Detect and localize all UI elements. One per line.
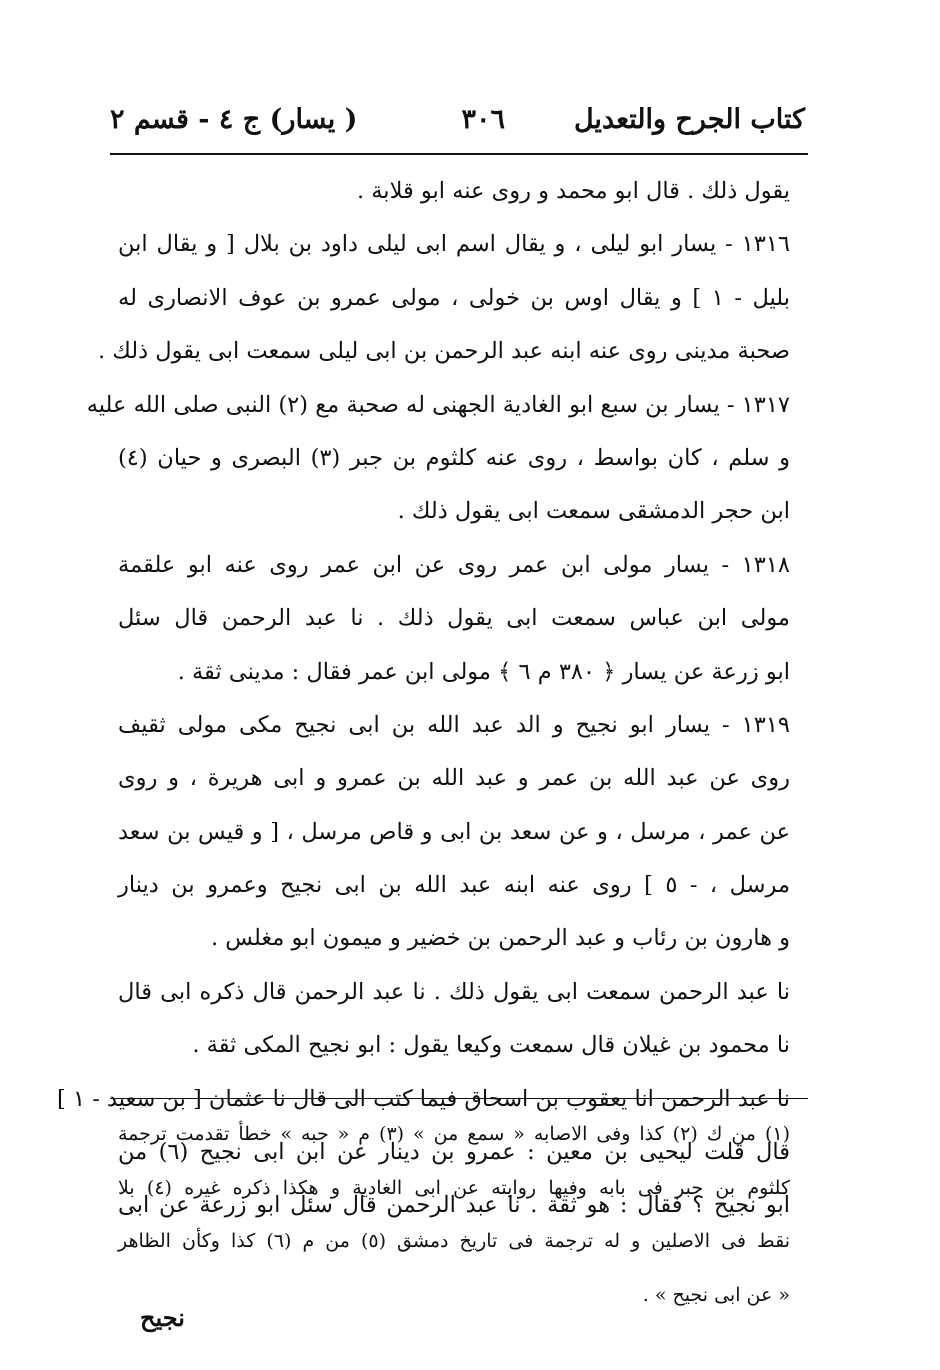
footnote-rule [110, 1098, 808, 1099]
text-line: ١٣١٩ - يسار ابو نجيح و الد عبد الله بن ابى نجيح مكى مولى ثقيف [118, 711, 790, 738]
text-line: قال قلت ليحيى بن معين : عمرو بن دينار عن ابن ابى نجيح (٦) من [118, 1139, 790, 1166]
text-line: ابو زرعة عن يسار ﴿ ٣٨٠ م ٦ ﴾ مولى ابن عمر فقال : مدينى ثقة . [177, 658, 790, 685]
text-line: مرسل ، - ٥ ] روى عنه ابنه عبد الله بن ابى نجيح وعمرو بن دينار [118, 872, 790, 899]
text-line: ١٣١٧ - يسار بن سبع ابو الغادية الجهنى له صحبة مع (٢) النبى صلى الله عليه [86, 391, 790, 418]
header-rule [110, 153, 808, 155]
text-line: نا عبد الرحمن انا يعقوب بن اسحاق فيما كتب الى قال نا عثمان [ بن سعيد - ١ ] [57, 1085, 790, 1112]
text-line: مولى ابن عباس سمعت ابى يقول ذلك . نا عبد الرحمن قال سئل [118, 605, 790, 632]
text-line: روى عن عبد الله بن عمر و عبد الله بن عمرو و ابى هريرة ، و روى [118, 765, 790, 792]
footnote-line: كلثوم بن جبر فى بابه وفيها روايته عن ابى الغادية و هكذا ذكره غيره (٤) بلا [118, 1176, 791, 1199]
footnote-line: « عن ابى نجيح » . [642, 1283, 790, 1306]
main-text [57, 165, 791, 1233]
text-line: عن عمر ، مرسل ، و عن سعد بن ابى و قاص مرسل ، [ و قيس بن سعد [118, 818, 790, 845]
text-line: ١٣١٦ - يسار ابو ليلى ، و يقال اسم ابى ليلى داود بن بلال [ و يقال ابن [118, 231, 790, 258]
section-label: ( يسار) ج ٤ - قسم ٢ [110, 104, 358, 135]
footnotes [118, 1108, 790, 1322]
text-line: و سلم ، كان بواسط ، روى عنه كلثوم بن جبر (٣) البصرى و حيان (٤) [118, 444, 791, 471]
text-line: صحبة مدينى روى عنه ابنه عبد الرحمن بن ابى ليلى سمعت ابى يقول ذلك . [97, 338, 790, 365]
book-title: كتاب الجرح والتعديل [573, 104, 805, 135]
footnote-line: (١) من ك (٢) كذا وفى الاصابه « سمع من » (٣) م « حبه » خطأ تقدمت ترجمة [118, 1123, 791, 1145]
text-line: نا محمود بن غيلان قال سمعت وكيعا يقول : ابو نجيح المكى ثقة . [192, 1032, 790, 1059]
text-line: بليل - ١ ] و يقال اوس بن خولى ، مولى عمرو بن عوف الانصارى له [118, 284, 790, 311]
text-line: نا عبد الرحمن سمعت ابى يقول ذلك . نا عبد الرحمن قال ذكره ابى قال [118, 978, 790, 1005]
text-line: ابن حجر الدمشقى سمعت ابى يقول ذلك . [397, 498, 790, 525]
page-header [110, 100, 805, 150]
text-line: و هارون بن رئاب و عبد الرحمن بن خضير و ميمون ابو مغلس . [210, 925, 790, 952]
footnote-line: نقط فى الاصلين و له ترجمة فى تاريخ دمشق (٥) من م (٦) كذا وكأن الظاهر [118, 1230, 790, 1252]
text-line: ابو نجيح ؟ فقال : هو ثقة . نا عبد الرحمن قال سئل ابو زرعة عن ابى [118, 1192, 790, 1219]
text-line: ١٣١٨ - يسار مولى ابن عمر روى عن ابن عمر روى عنه ابو علقمة [118, 551, 790, 578]
text-line: يقول ذلك . قال ابو محمد و روى عنه ابو قلابة . [356, 178, 790, 204]
catchword: نجيح [140, 1303, 185, 1332]
page-number: ٣٠٦ [461, 104, 505, 135]
